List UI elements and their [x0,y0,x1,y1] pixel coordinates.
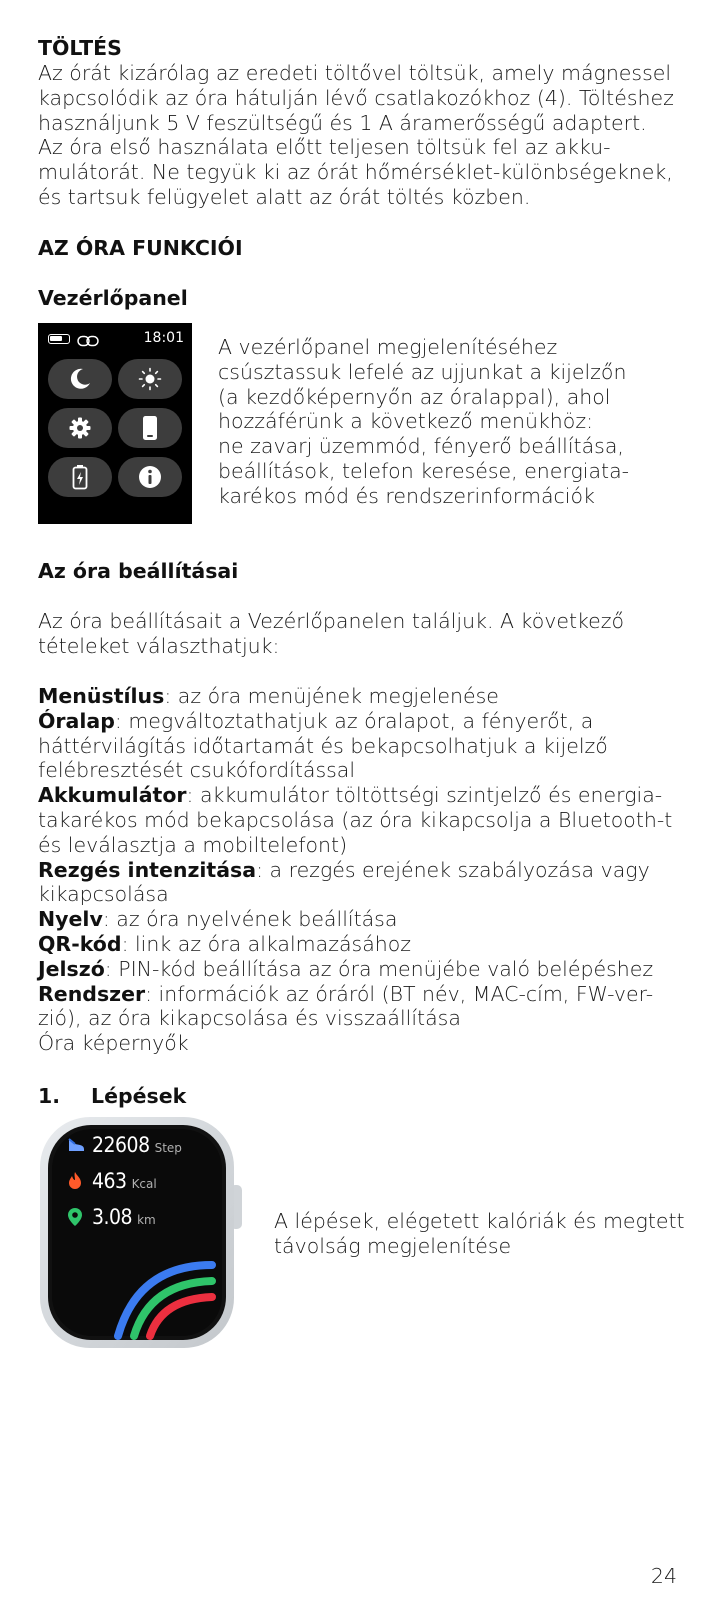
control-panel-heading: Vezérlőpanel [38,286,188,310]
distance-unit: km [137,1212,156,1227]
charging-paragraph [38,61,678,210]
battery-saver-icon [48,457,112,497]
item-desc: takarékos mód bekapcsolása (az óra kikapcsolja a Bluetooth-t [38,807,673,832]
text-line: csúsztassuk lefelé az ujjunkat a kijelzőn [218,359,627,384]
control-panel-paragraph [218,335,688,509]
steps-unit: Step [154,1140,182,1155]
text-line: Az óra beállításait a Vezérlőpanelen találjuk. A következő [38,609,625,633]
text-line: Az óra első használata előtt teljesen töltsük fel az akku- [38,135,611,160]
steps-number: 1. [38,1084,61,1108]
text-line: és tartsuk felügyelet alatt az órát töltés közben. [38,184,531,209]
item-desc: : az óra nyelvének beállítása [102,907,398,932]
link-icon [77,333,99,345]
brightness-icon [118,359,182,399]
distance-value: 3.08 [92,1205,133,1229]
item-desc: : akkumulátor töltöttségi szintjelző és energia- [186,783,663,808]
kcal-unit: Kcal [131,1176,157,1191]
item-desc: : link az óra alkalmazásához [121,931,412,956]
phone-icon [118,408,182,448]
item-desc: kikapcsolása [38,882,169,907]
text-line: (a kezdőképernyőn az óralappal), ahol [218,384,611,409]
kcal-value: 463 [92,1169,127,1193]
text-line: mulátorát. Ne tegyük ki az órát hőmérséklet-különbségeknek, [38,160,673,185]
charging-heading: TÖLTÉS [38,36,122,60]
settings-item-qr-code [38,932,678,957]
steps-heading: Lépések [91,1084,187,1108]
item-term: Jelszó [38,956,105,981]
text-line: kapcsolódik az óra hátulján lévő csatlakozókhoz (4). Töltéshez [38,85,674,110]
kcal-row [66,1169,157,1193]
moon-icon [48,359,112,399]
text-line: beállítások, telefon keresése, energiata- [218,458,630,483]
settings-item-watch-face [38,709,678,783]
text-line: hozzáférünk a következő menükhöz: [218,409,594,434]
item-desc: : az óra menüjének megjelenése [164,684,499,708]
page-number: 24 [650,1564,677,1588]
settings-item-vibration [38,858,678,908]
item-term: Menüstílus [38,684,165,708]
gear-icon [48,408,112,448]
settings-item-language [38,907,678,932]
settings-item-system [38,982,678,1032]
text-line: tételeket választhatjuk: [38,633,280,658]
status-bar [48,329,184,349]
item-desc: felébresztését csukófordítással [38,758,356,783]
item-desc: : a rezgés erejének szabályozása vagy [256,857,650,882]
settings-item-menu-style [38,684,678,709]
clock-time: 18:01 [143,330,184,346]
item-desc: és leválasztja a mobiltelefont) [38,832,348,857]
item-desc: háttérvilágítás időtartamát és bekapcsolhatjuk a kijelző [38,733,608,758]
text-line: Az órát kizárólag az eredeti töltővel töltsük, amely mágnessel [38,61,672,85]
steps-row [66,1133,182,1157]
text-line: ne zavarj üzemmód, fényerő beállítása, [218,434,624,459]
location-pin-icon [66,1207,84,1227]
functions-heading: AZ ÓRA FUNKCIÓI [38,236,243,260]
text-line: karékos mód és rendszerinformációk [218,483,595,508]
item-term: Nyelv [38,907,103,932]
item-term: Rendszer [38,981,146,1006]
settings-list [38,684,678,1056]
battery-icon [48,334,70,344]
control-panel-image [38,323,192,524]
steps-description [274,1209,694,1259]
info-icon [118,457,182,497]
text-line: távolság megjelenítése [274,1233,512,1258]
shoe-icon [66,1135,86,1155]
flame-icon [66,1171,84,1191]
item-desc: : PIN-kód beállítása az óra menüjébe való belépéshez [104,956,654,981]
item-desc: zió), az óra kikapcsolása és visszaállítása [38,1006,461,1031]
item-term: Rezgés intenzitása [38,857,257,882]
settings-intro [38,609,678,659]
watch-screens-label: Óra képernyők [38,1031,189,1056]
settings-heading: Az óra beállításai [38,559,239,583]
item-desc: : megváltoztathatjuk az óralapot, a fényerőt, a [114,708,594,733]
watch-steps-image [38,1115,248,1350]
steps-value: 22608 [92,1133,150,1157]
text-line: A lépések, elégetett kalóriák és megtett [274,1209,685,1233]
settings-item-password [38,957,678,982]
item-term: Óralap [38,708,115,733]
item-desc: : információk az óráról (BT név, MAC-cím, FW-ver- [145,981,654,1006]
settings-item-battery [38,783,678,857]
item-term: Akkumulátor [38,783,187,808]
item-term: QR-kód [38,931,122,956]
text-line: használjunk 5 V feszültségű és 1 A áramerősségű adaptert. [38,110,647,135]
text-line: A vezérlőpanel megjelenítéséhez [218,335,558,359]
distance-row [66,1205,156,1229]
